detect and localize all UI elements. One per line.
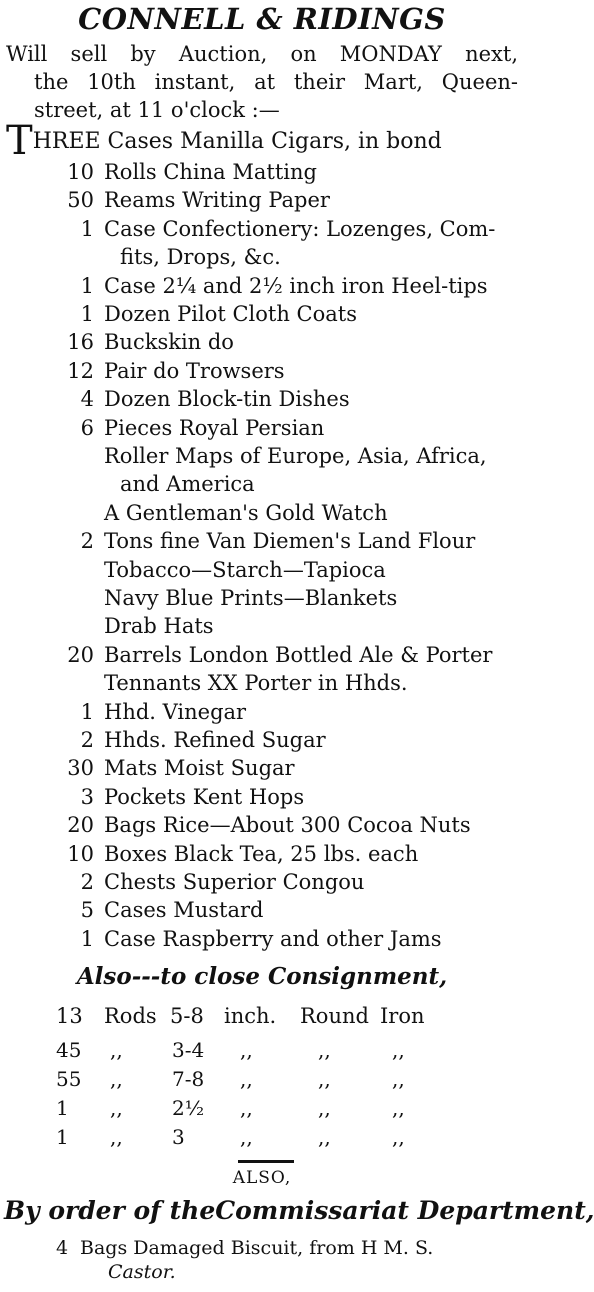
item-description: Hhds. Refined Sugar — [104, 728, 326, 752]
item-description: A Gentleman's Gold Watch — [104, 500, 388, 525]
item-description: Mats Moist Sugar — [104, 756, 295, 781]
iron-cell: 2½ — [172, 1096, 205, 1120]
item-description: Case 2¼ and 2½ inch iron Heel-tips — [104, 273, 488, 298]
consignment-heading: Also---to close Consignment, — [76, 963, 448, 990]
list-item — [0, 641, 524, 669]
iron-cell: Round — [300, 1004, 369, 1028]
iron-cell: ,, — [110, 1125, 123, 1149]
iron-header-row — [0, 1004, 524, 1034]
item-description: Pieces Royal Persian — [104, 415, 325, 440]
list-item — [0, 925, 524, 953]
commissariat-heading: By order of theCommissariat Department, — [4, 1196, 594, 1225]
item-description: Case Confectionery: Lozenges, Com- — [104, 216, 496, 241]
iron-cell: ,, — [392, 1096, 405, 1120]
item-quantity: 16 — [67, 330, 94, 355]
intro-line: street, at 11 o'clock :— — [34, 98, 280, 122]
item-quantity: 2 — [80, 870, 94, 894]
lead-item-text: HREE Cases Manilla Cigars, in bond — [32, 129, 442, 154]
item-description: Case Raspberry and other Jams — [104, 926, 442, 951]
list-item — [0, 868, 524, 896]
iron-row — [0, 1125, 524, 1155]
list-item — [0, 612, 524, 640]
divider-rule — [238, 1160, 294, 1163]
list-item — [0, 811, 524, 839]
iron-cell: ,, — [318, 1096, 331, 1120]
list-item — [0, 414, 524, 442]
item-description: Tons fine Van Diemen's Land Flour — [104, 529, 476, 554]
iron-cell: 55 — [56, 1067, 82, 1091]
item-description: Hhd. Vinegar — [104, 699, 247, 724]
iron-cell: ,, — [392, 1125, 405, 1149]
iron-cell: ,, — [392, 1038, 405, 1062]
iron-cell: ,, — [110, 1096, 123, 1120]
item-description: Bags Rice—About 300 Cocoa Nuts — [104, 813, 471, 838]
iron-cell: ,, — [240, 1038, 253, 1062]
item-description: Navy Blue Prints—Blankets — [104, 586, 398, 610]
item-quantity: 10 — [67, 841, 94, 866]
item-description: Barrels London Bottled Ale & Porter — [104, 642, 493, 667]
iron-cell: Iron — [380, 1004, 425, 1028]
item-description: Reams Writing Paper — [104, 188, 330, 213]
iron-cell: 45 — [56, 1038, 82, 1062]
item-quantity: 5 — [80, 898, 94, 923]
list-item — [0, 328, 524, 356]
list-item — [0, 556, 524, 584]
item-description: Roller Maps of Europe, Asia, Africa, — [104, 444, 487, 468]
item-description: fits, Drops, &c. — [120, 245, 281, 270]
item-description: Boxes Black Tea, 25 lbs. each — [104, 841, 419, 866]
drop-cap: T — [6, 118, 33, 164]
item-description: Dozen Block-tin Dishes — [104, 387, 350, 412]
iron-cell: ,, — [110, 1038, 123, 1062]
item-quantity: 1 — [80, 699, 94, 724]
list-item — [0, 584, 524, 612]
list-item — [0, 499, 524, 527]
intro-line: Will sell by Auction, on MONDAY next, — [6, 42, 518, 66]
ship-name: Castor. — [108, 1261, 176, 1283]
iron-cell: 3 — [172, 1125, 185, 1149]
iron-row — [0, 1038, 524, 1068]
iron-cell: 5-8 — [170, 1004, 204, 1028]
item-quantity: 2 — [80, 728, 94, 752]
item-description: Bags Damaged Biscuit, from H M. S. — [80, 1237, 434, 1259]
iron-cell: ,, — [110, 1067, 123, 1091]
item-description: Pockets Kent Hops — [104, 784, 305, 809]
list-item — [0, 896, 524, 924]
lead-item — [6, 118, 518, 164]
item-description: Dozen Pilot Cloth Coats — [104, 302, 358, 326]
item-quantity: 1 — [80, 302, 94, 326]
list-item — [0, 385, 524, 413]
list-item — [0, 357, 524, 385]
item-quantity: 1 — [80, 273, 94, 298]
iron-cell: inch. — [224, 1004, 277, 1028]
iron-cell: ,, — [318, 1067, 331, 1091]
iron-cell: 7-8 — [172, 1067, 205, 1091]
list-item — [0, 442, 524, 470]
item-description: Cases Mustard — [104, 898, 264, 923]
list-item — [0, 300, 524, 328]
item-quantity: 20 — [67, 642, 94, 667]
item-quantity: 12 — [67, 358, 94, 383]
list-item — [0, 754, 524, 782]
list-item — [0, 470, 524, 498]
item-quantity: 10 — [67, 160, 94, 184]
item-quantity: 20 — [67, 813, 94, 838]
item-description: Buckskin do — [104, 330, 234, 355]
list-item — [0, 527, 524, 555]
iron-cell: 1 — [56, 1096, 69, 1120]
list-item — [0, 698, 524, 726]
item-description: and America — [120, 472, 255, 497]
iron-cell: ,, — [318, 1125, 331, 1149]
item-quantity: 50 — [67, 188, 94, 213]
iron-cell: 13 — [56, 1004, 83, 1028]
list-item — [0, 186, 524, 214]
item-description: Chests Superior Congou — [104, 870, 365, 894]
item-description: Pair do Trowsers — [104, 358, 285, 383]
iron-cell: 3-4 — [172, 1038, 205, 1062]
iron-cell: ,, — [240, 1067, 253, 1091]
item-description: Rolls China Matting — [104, 160, 317, 184]
item-quantity: 2 — [80, 529, 94, 554]
iron-cell: 1 — [56, 1125, 69, 1149]
auctioneer-title: CONNELL & RIDINGS — [78, 2, 446, 36]
item-quantity: 3 — [80, 784, 94, 809]
list-item — [0, 243, 524, 271]
iron-cell: ,, — [318, 1038, 331, 1062]
list-item — [0, 158, 524, 186]
iron-cell: ,, — [240, 1096, 253, 1120]
also-heading: ALSO, — [232, 1168, 292, 1188]
intro-line: the 10th instant, at their Mart, Queen- — [34, 70, 518, 94]
item-quantity: 30 — [67, 756, 94, 781]
list-item — [0, 272, 524, 300]
item-quantity: 1 — [80, 216, 94, 241]
item-quantity: 1 — [80, 926, 94, 951]
iron-cell: ,, — [392, 1067, 405, 1091]
list-item — [0, 840, 524, 868]
auction-intro — [6, 40, 518, 124]
item-description: Tennants XX Porter in Hhds. — [104, 671, 408, 696]
list-item — [0, 215, 524, 243]
item-quantity: 4 — [56, 1237, 69, 1259]
item-quantity: 6 — [80, 415, 94, 440]
list-item — [0, 726, 524, 754]
list-item — [0, 783, 524, 811]
iron-row — [0, 1096, 524, 1126]
item-description: Drab Hats — [104, 614, 214, 639]
list-item — [0, 669, 524, 697]
item-quantity: 4 — [80, 387, 94, 412]
item-description: Tobacco—Starch—Tapioca — [104, 557, 386, 582]
iron-row — [0, 1067, 524, 1097]
iron-cell: Rods — [104, 1004, 157, 1028]
iron-cell: ,, — [240, 1125, 253, 1149]
